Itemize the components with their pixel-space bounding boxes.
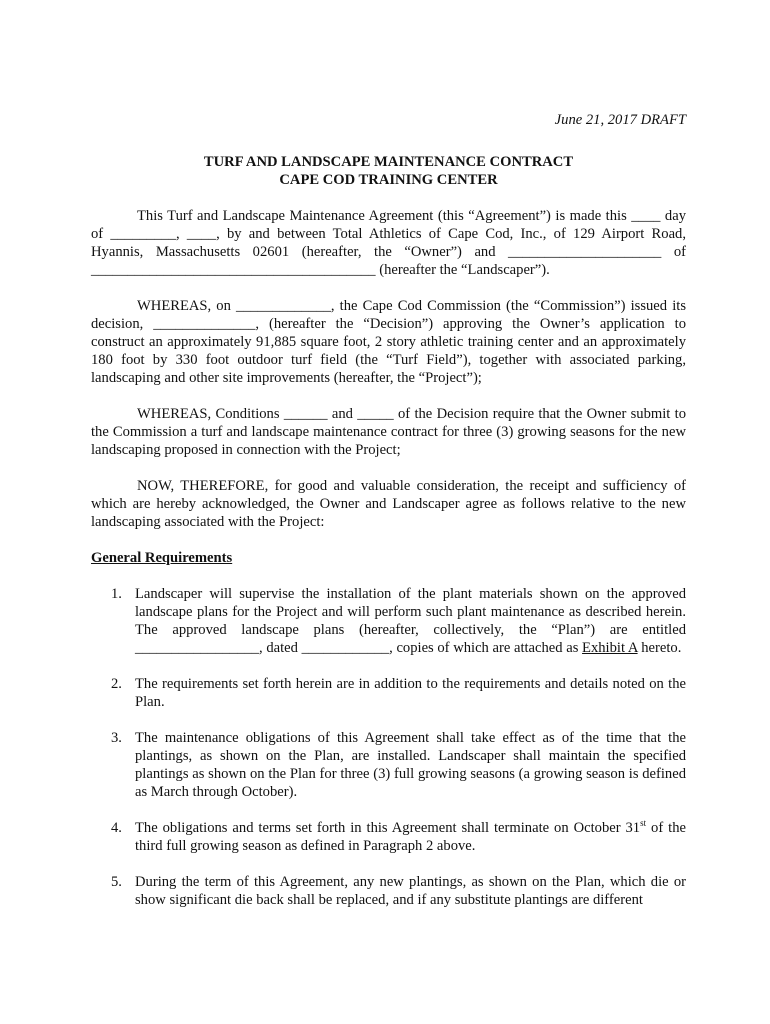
item-text-tail: hereto.: [637, 640, 682, 656]
title-line-2: CAPE COD TRAINING CENTER: [279, 172, 498, 188]
whereas-paragraph-1: WHEREAS, on _____________, the Cape Cod Commission (the “Commission”) issued its decision, ______________, (hereafter the “Decision”) approving the Owner’s application to construct an approximately 91,885 square foot, 2 story athletic training center and an approximately 180 foot by 330 foot outdoor turf field (the “Turf Field”), together with associated parking, landscaping and other site improvements (hereafter, the “Project”);: [91, 298, 686, 386]
item-text-tail: of the third full growing season as defined in Paragraph 2 above.: [135, 820, 686, 854]
list-item: [91, 675, 686, 711]
item-number: 2.: [111, 676, 122, 692]
whereas-paragraph-2: WHEREAS, Conditions ______ and _____ of the Decision require that the Owner submit to the Commission a turf and landscape maintenance contract for three (3) growing seasons for the new landscaping proposed in connection with the Project;: [91, 406, 686, 458]
document-body: [91, 111, 686, 927]
item-text: The obligations and terms set forth in this Agreement shall terminate on October 31: [135, 820, 641, 836]
section-heading: General Requirements: [91, 550, 233, 566]
item-text: The maintenance obligations of this Agreement shall take effect as of the time that the plantings, as shown on the Plan, are installed. Landscaper shall maintain the specified plantings as shown on the Plan for three (3) full growing seasons (a growing season is defined as March through October).: [135, 730, 686, 800]
list-item: [91, 819, 686, 855]
document-title: [91, 153, 686, 189]
list-item: [91, 585, 686, 657]
draft-date: June 21, 2017 DRAFT: [554, 112, 686, 128]
item-text: During the term of this Agreement, any new plantings, as shown on the Plan, which die or show significant die back shall be replaced, and if any substitute plantings are different: [135, 874, 686, 908]
list-item: [91, 873, 686, 909]
intro-paragraph: This Turf and Landscape Maintenance Agreement (this “Agreement”) is made this ____ day of _________, ____, by and between Total Athletics of Cape Cod, Inc., of 129 Airport Road, Hyannis, Massachusetts 02601 (hereafter, the “Owner”) and _____________________ of _______________________________________ (hereafter the “Landscaper”).: [91, 208, 686, 278]
item-text: Landscaper will supervise the installation of the plant materials shown on the approved landscape plans for the Project and will perform such plant maintenance as described herein. The approved landscape plans (hereafter, collectively, the “Plan”) are entitled _________________, dated ____________, copies of which are attached as: [135, 586, 686, 656]
item-number: 3.: [111, 730, 122, 746]
requirements-list: [91, 585, 686, 909]
ordinal-suffix: st: [640, 818, 647, 829]
title-line-1: TURF AND LANDSCAPE MAINTENANCE CONTRACT: [203, 154, 574, 170]
item-number: 1.: [111, 586, 122, 602]
item-number: 4.: [111, 820, 122, 836]
exhibit-reference: Exhibit A: [582, 640, 638, 656]
now-therefore-paragraph: NOW, THEREFORE, for good and valuable consideration, the receipt and sufficiency of which are hereby acknowledged, the Owner and Landscaper agree as follows relative to the new landscaping associated with the Project:: [91, 478, 686, 530]
item-number: 5.: [111, 874, 122, 890]
item-text: The requirements set forth herein are in addition to the requirements and details noted on the Plan.: [135, 676, 686, 710]
list-item: [91, 729, 686, 801]
